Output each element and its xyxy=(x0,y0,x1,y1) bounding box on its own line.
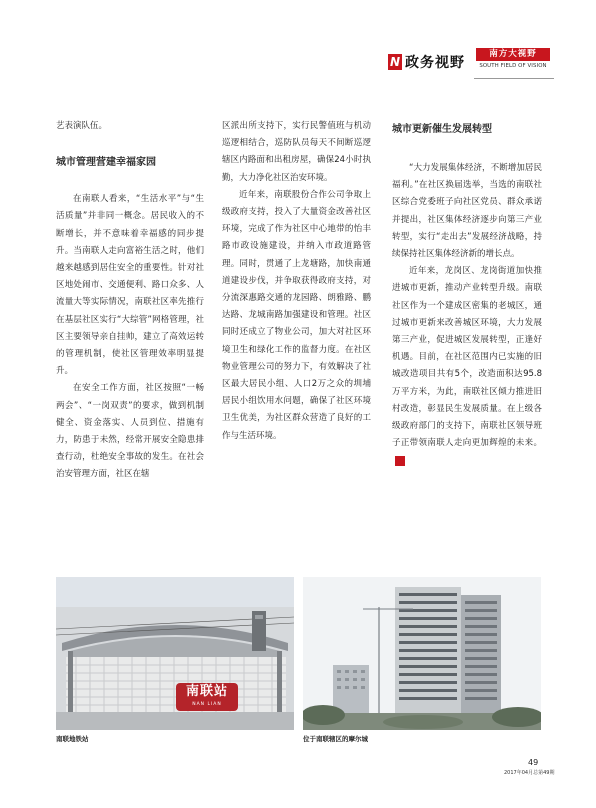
section-title: 政务视野 xyxy=(405,55,465,71)
text-column-3 xyxy=(392,118,542,470)
paragraph xyxy=(392,263,542,469)
section-header xyxy=(388,48,552,78)
paragraph-text: 近年来，龙岗区、龙岗街道加快推进城市更新，推动产业转型升级。南联社区作为一个建成区密集的老城区，通过城市更新来改善城区环境，大力发展第三产业，促进城区发展转型，正逢好机遇。目前，在社区范围内已实施的旧城改造项目共有5个，改造面积达95.8万平方米，为此，南联社区倾力推进旧村改造，彰显民生发展质量。在上级各级政府部门的支持下，南联社区领导班子正带领南联人走向更加辉煌的未来。 xyxy=(392,266,542,449)
paragraph: 在安全工作方面，社区按照“一畅两会”、“一岗双责”的要求，做到机制健全、资金落实、人员到位、措施有力，防患于未然，经常开展安全隐患排查行动，杜绝安全事故的发生。在社会治安管理方面，社区在辖 xyxy=(56,383,204,480)
header-rule xyxy=(474,78,554,79)
column-subtitle: SOUTH FIELD OF VISION xyxy=(479,63,547,69)
magazine-logo: N xyxy=(389,55,401,69)
text-column-1 xyxy=(56,118,204,484)
text-column-2 xyxy=(222,118,371,445)
paragraph: 艺表演队伍。 xyxy=(56,121,108,131)
station-sign-subtext: NAN LIAN xyxy=(192,702,222,707)
paragraph: “大力发展集体经济，不断增加居民福利。”在社区换届选举，当选的南联社区综合党委班子向社区党员、群众承诺并提出，社区集体经济逐步向第三产业转型，实行“走出去”发展经济战略，持续保持社区集体经济新的增长点。 xyxy=(392,163,542,260)
page-number: 49 xyxy=(528,758,539,767)
section-heading: 城市管理营建幸福家园 xyxy=(56,157,156,169)
paragraph: 近年来，南联股份合作公司争取上级政府支持，投入了大量资金改善社区环境，完成了作为社区中心地带的怡丰路市政设施建设，并纳入市政道路管理。同时，贯通了上龙塘路，加快南通道建设步伐，并争取获得政府支持，对分流深惠路交通的龙园路、朗雅路、鹏达路、龙城南路加强建设和管理。社区同时还成立了物业公司，加大对社区环境卫生和绿化工作的监督力度。在社区物业管理公司的努力下，有效解决了社区最大居民小组、人口2万之众的圳埔居民小组饮用水问题，确保了社区环境卫生优美，为社区群众营造了良好的工作与生活环境。 xyxy=(222,189,371,441)
station-sign xyxy=(176,683,238,711)
paragraph: 区派出所支持下，实行民警值班与机动巡逻相结合，巡防队员每天不间断巡逻辖区内路面和出租房屋，确保24小时执勤，大力净化社区治安环境。 xyxy=(222,121,371,183)
issue-info: 2017年04月总第49期 xyxy=(504,770,555,776)
station-illustration xyxy=(56,577,294,730)
photo-caption: 位于南联辖区的摩尔城 xyxy=(303,735,368,743)
paragraph: 在南联人看来，“生活水平”与“生活质量”并非同一概念。居民收入的不断增长，并不意味着幸福感的同步提升。当南联人走向富裕生活之时，他们越来越感到居住安全的重要性。针对社区地处闹市、交通便利、路口众多、人流量大等实际情况，南联社区率先推行在基层社区实行“大综管”网格管理，社区主要领导亲自挂帅，建立了高效运转的管理机制，使社区管理效率明显提升。 xyxy=(56,194,204,377)
column-tag: 南方大视野 xyxy=(476,48,550,61)
highrise-illustration xyxy=(303,577,541,730)
section-heading: 城市更新催生发展转型 xyxy=(392,124,492,135)
station-photo xyxy=(56,577,294,730)
end-mark-icon: N xyxy=(395,456,405,466)
mall-photo xyxy=(303,577,541,730)
station-sign-text: 南联站 xyxy=(185,684,228,699)
photo-caption: 南联地铁站 xyxy=(56,735,89,743)
